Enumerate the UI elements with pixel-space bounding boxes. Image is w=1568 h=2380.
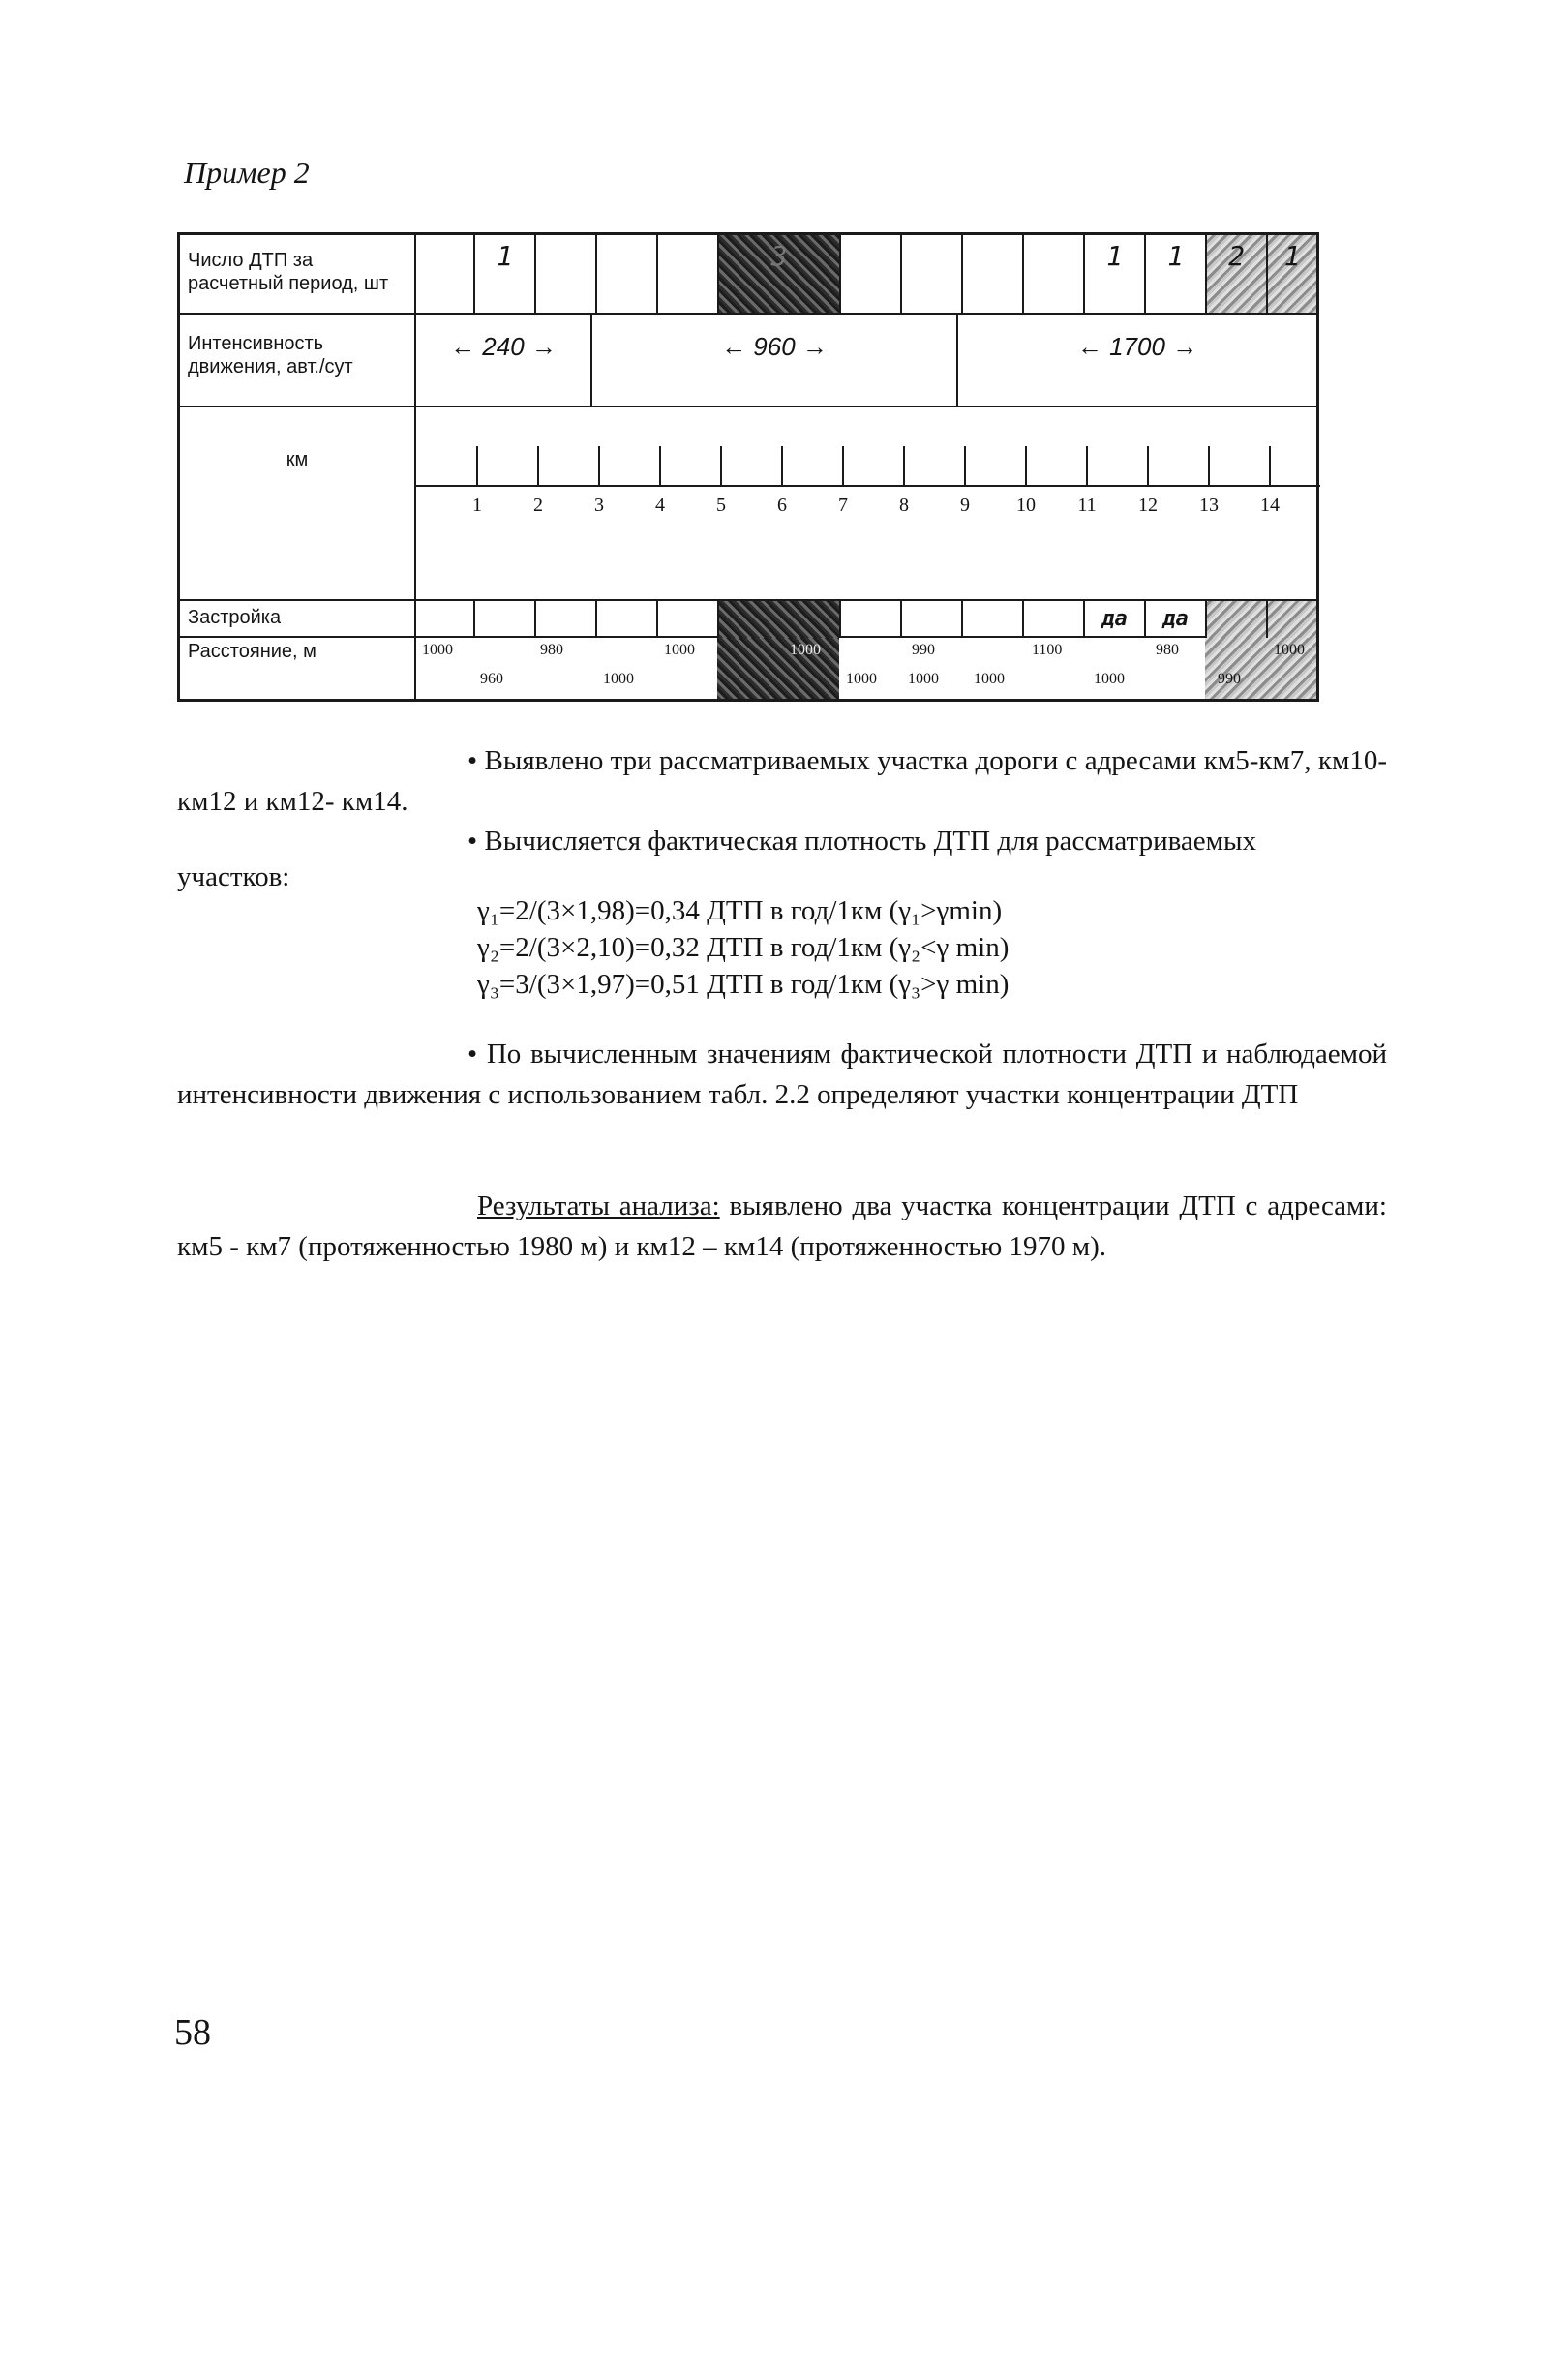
buildings-cell-highlight (1266, 601, 1316, 638)
km-tick (476, 446, 478, 487)
accident-cell: 1 (1144, 235, 1205, 313)
buildings-cell: да (1083, 601, 1144, 638)
distance-value: 1000 (1094, 671, 1125, 687)
accident-cell (1022, 235, 1083, 313)
km-tick (1147, 446, 1149, 487)
distance-value: 980 (540, 642, 563, 658)
bullet-sections: • Выявлено три рассматриваемых участка дороги с адресами км5-км7, км10- км12 и км12- км14. (177, 745, 1387, 817)
buildings-cell (656, 601, 717, 638)
km-tick (598, 446, 600, 487)
distance-value: 1000 (664, 642, 695, 658)
analysis-result (177, 1186, 1387, 1267)
accident-cell (656, 235, 717, 313)
km-label: 14 (1260, 495, 1280, 516)
distance-value: 1000 (790, 642, 821, 658)
buildings-cell (839, 601, 900, 638)
km-tick (781, 446, 783, 487)
km-tick (1208, 446, 1210, 487)
distance-highlight (717, 638, 839, 699)
buildings-cell (961, 601, 1022, 638)
page-number: 58 (174, 2012, 211, 2053)
buildings-cell (473, 601, 534, 638)
km-label: 4 (655, 495, 665, 516)
km-label: 3 (594, 495, 604, 516)
distance-value: 980 (1156, 642, 1179, 658)
distance-value: 1000 (422, 642, 453, 658)
bullet-density: • Вычисляется фактическая плотность ДТП для рассматриваемых (467, 826, 1256, 857)
label-buildings: Застройка (188, 607, 282, 628)
formula-2: γ₂=2/(3×2,10)=0,32 ДТП в год/1км (γ₂<γ min) (477, 932, 1010, 963)
accident-cell-highlight: 2 (1205, 235, 1266, 313)
km-label: 9 (960, 495, 970, 516)
intensity-segment-2: ← 960 → (721, 332, 828, 361)
example-title: Пример 2 (184, 155, 310, 190)
distance-value: 1000 (1274, 642, 1305, 658)
km-label: 7 (838, 495, 848, 516)
km-tick (964, 446, 966, 487)
bullet-density-cont: участков: (177, 861, 290, 892)
accident-table (177, 232, 1319, 702)
km-tick (537, 446, 539, 487)
distance-value: 1000 (603, 671, 634, 687)
accident-cell (414, 235, 473, 313)
buildings-cell (534, 601, 595, 638)
result-label: Результаты анализа: (477, 1190, 720, 1221)
km-label: 13 (1199, 495, 1219, 516)
buildings-cell-highlight (717, 601, 839, 638)
buildings-cell (1022, 601, 1083, 638)
accident-cell (961, 235, 1022, 313)
label-intensity: Интенсивность движения, авт./сут (188, 333, 353, 377)
km-tick (842, 446, 844, 487)
formula-3: γ₃=3/(3×1,97)=0,51 ДТП в год/1км (γ₃>γ min) (477, 969, 1010, 1000)
km-axis (476, 485, 1320, 487)
km-label: 8 (899, 495, 909, 516)
km-label: 1 (472, 495, 482, 516)
accident-cell: 1 (1083, 235, 1144, 313)
km-label: 10 (1016, 495, 1036, 516)
km-label: 11 (1077, 495, 1097, 516)
buildings-cell (595, 601, 656, 638)
buildings-cell: да (1144, 601, 1205, 638)
label-km: км (286, 449, 309, 470)
formula-1: γ₁=2/(3×1,98)=0,34 ДТП в год/1км (γ₁>γmin) (477, 895, 1003, 926)
accident-cell-highlight: 3 (717, 235, 839, 313)
intensity-segment-3: ← 1700 → (1076, 332, 1198, 361)
km-label: 5 (716, 495, 726, 516)
km-label: 2 (533, 495, 543, 516)
accident-cell (534, 235, 595, 313)
distance-value: 1000 (908, 671, 939, 687)
buildings-cell (900, 601, 961, 638)
km-tick (903, 446, 905, 487)
km-tick (1086, 446, 1088, 487)
km-tick (1269, 446, 1271, 487)
result-text: выявлено два участка концентрации ДТП с адресами: км5 - км7 (протяженностью 1980 м) и км12 – км14 (протяженностью 1970 м). (177, 1190, 1387, 1262)
distance-value: 1000 (846, 671, 877, 687)
accident-cell (839, 235, 900, 313)
km-tick (659, 446, 661, 487)
buildings-cell-highlight (1205, 601, 1266, 638)
label-distance: Расстояние, м (188, 641, 317, 662)
km-label: 12 (1138, 495, 1158, 516)
label-accidents: Число ДТП за расчетный период, шт (188, 250, 389, 294)
bullet-conclusion: • По вычисленным значениям фактической плотности ДТП и наблюдаемой интенсивности движения с использованием табл. 2.2 определяют участки концентрации ДТП (177, 1039, 1387, 1110)
km-tick (1025, 446, 1027, 487)
intensity-segment-1: ← 240 → (450, 332, 557, 361)
accident-cell: 1 (473, 235, 534, 313)
accident-cell (595, 235, 656, 313)
distance-value: 1100 (1032, 642, 1063, 658)
buildings-cell (414, 601, 473, 638)
accident-cell-highlight: 1 (1266, 235, 1316, 313)
distance-value: 990 (912, 642, 935, 658)
row-divider (180, 406, 1316, 407)
accident-cell (900, 235, 961, 313)
km-label: 6 (777, 495, 787, 516)
distance-value: 990 (1218, 671, 1241, 687)
row-divider (180, 313, 1316, 315)
distance-value: 960 (480, 671, 503, 687)
distance-value: 1000 (974, 671, 1005, 687)
km-tick (720, 446, 722, 487)
